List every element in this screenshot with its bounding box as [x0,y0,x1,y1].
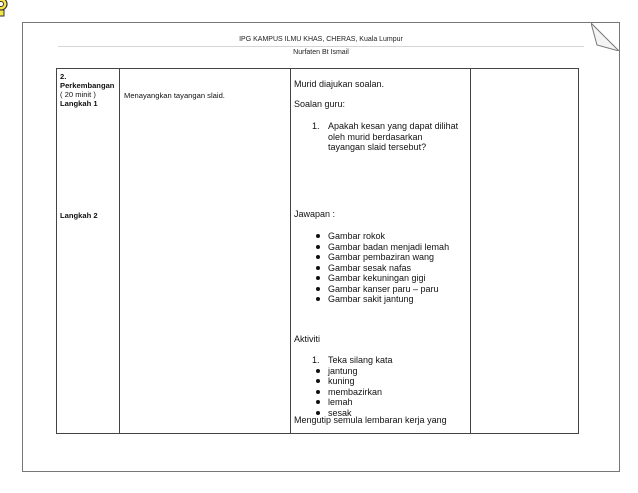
lesson-plan-table [56,68,579,434]
intro-text: Murid diajukan soalan. [294,79,385,89]
footer-text: Mengutip semula lembaran kerja yang [294,415,447,425]
answer-item: Gambar sesak nafas [312,263,449,274]
question-label: Soalan guru: [294,99,346,109]
answer-item: Gambar pembaziran wang [312,252,449,263]
column-divider-3 [470,69,471,433]
question-line: oleh murid berdasarkan [328,131,423,142]
answer-item: Gambar rokok [312,231,449,242]
activity-item: 1. Teka silang kata [312,355,393,365]
step-2-label: Langkah 2 [60,211,98,220]
answer-item: Gambar badan menjadi lemah [312,242,449,253]
activity-word: kuning [312,376,393,387]
question-list [312,121,458,153]
document-page [22,22,620,472]
step-1-label: Langkah 1 [60,99,98,108]
header-divider [58,46,584,47]
activity-list [312,355,393,418]
stage-name: Perkembangan [60,81,115,90]
activity-word: membazirkan [312,387,393,398]
answer-item: Gambar kanser paru – paru [312,284,449,295]
header-author: Nurfaten Bt Ismail [293,49,349,56]
answer-item: Gambar kekuningan gigi [312,273,449,284]
answer-item: Gambar sakit jantung [312,294,449,305]
pin-icon [0,0,11,20]
answer-label: Jawapan : [294,209,336,219]
activity-label: Aktiviti [294,334,321,344]
question-number: 1. [312,121,320,131]
activity-word: sesak [312,408,393,419]
activity-word: lemah [312,397,393,408]
column-divider-2 [290,69,291,433]
stage-duration: ( 20 minit ) [60,90,96,99]
question-line: Apakah kesan yang dapat dilihat [328,121,459,131]
answer-list [312,231,449,305]
header-institution: IPG KAMPUS ILMU KHAS, CHERAS, Kuala Lumpur [239,36,403,43]
question-line: tayangan slaid tersebut? [328,142,427,152]
stage-number: 2. [60,72,67,81]
column-divider-1 [119,69,120,433]
step-1-content: Menayangkan tayangan slaid. [124,91,225,100]
question-item [312,121,458,153]
activity-word: jantung [312,366,393,377]
